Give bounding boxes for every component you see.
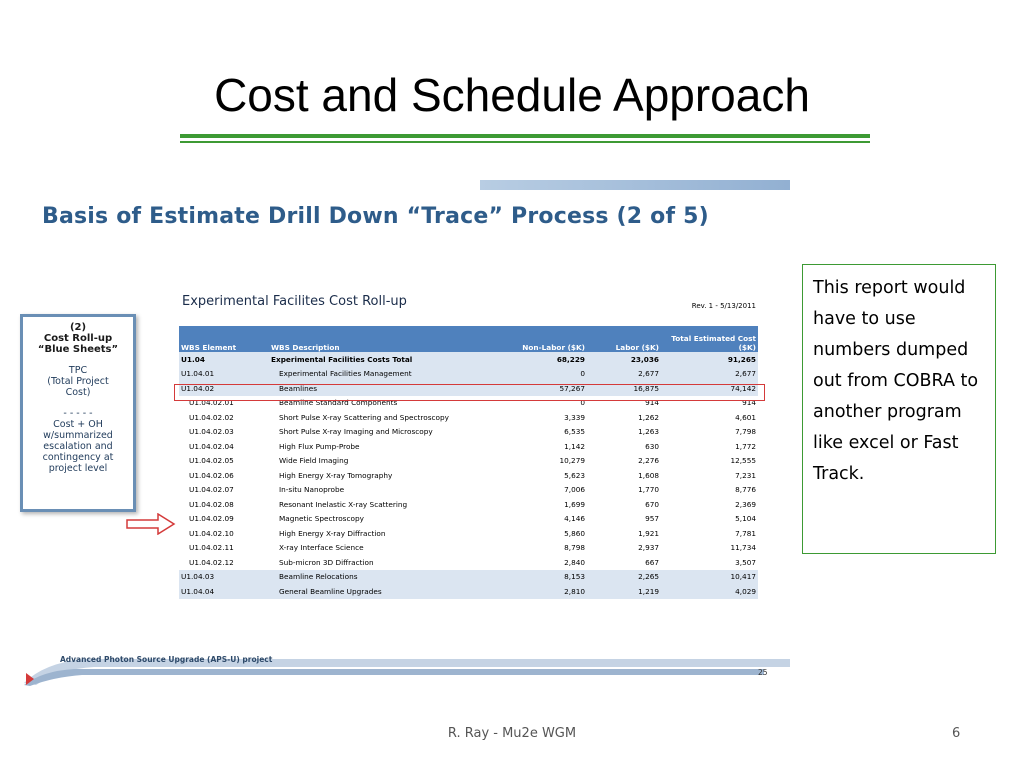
cell-description: High Energy X-ray Diffraction bbox=[269, 526, 503, 541]
cell-description: In-situ Nanoprobe bbox=[269, 483, 503, 498]
table-row bbox=[179, 555, 758, 570]
table-row bbox=[179, 483, 758, 498]
cell-total: 914 bbox=[661, 396, 758, 411]
cell-wbs: U1.04 bbox=[179, 352, 269, 367]
cell-description: Magnetic Spectroscopy bbox=[269, 512, 503, 527]
slide-footer: R. Ray - Mu2e WGM bbox=[447, 726, 577, 741]
cell-labor: 914 bbox=[587, 396, 661, 411]
header-labor: Labor ($K) bbox=[587, 326, 661, 352]
cell-labor: 2,937 bbox=[587, 541, 661, 556]
cell-nonlabor: 5,860 bbox=[503, 526, 587, 541]
cell-wbs: U1.04.02.01 bbox=[179, 396, 269, 411]
cell-wbs: U1.04.02.12 bbox=[179, 555, 269, 570]
cell-total: 74,142 bbox=[661, 381, 758, 396]
cell-description: Short Pulse X-ray Imaging and Microscopy bbox=[269, 425, 503, 440]
cell-wbs: U1.04.03 bbox=[179, 570, 269, 585]
table-row bbox=[179, 584, 758, 599]
header-total-line2: ($K) bbox=[738, 343, 756, 352]
cell-wbs: U1.04.02.06 bbox=[179, 468, 269, 483]
cell-labor: 957 bbox=[587, 512, 661, 527]
cell-description: Beamline Relocations bbox=[269, 570, 503, 585]
blue-sheet-line: w/summarized bbox=[43, 430, 113, 441]
table-row bbox=[179, 439, 758, 454]
cell-description: Wide Field Imaging bbox=[269, 454, 503, 469]
cell-total: 4,601 bbox=[661, 410, 758, 425]
callout-note: This report would have to use numbers dumped out from COBRA to another program like excel or Fast Track. bbox=[802, 264, 996, 554]
cell-labor: 2,677 bbox=[587, 367, 661, 382]
cell-description: High Flux Pump-Probe bbox=[269, 439, 503, 454]
right-arrow-icon bbox=[126, 513, 176, 535]
cell-wbs: U1.04.02.05 bbox=[179, 454, 269, 469]
table-row bbox=[179, 454, 758, 469]
cell-nonlabor: 5,623 bbox=[503, 468, 587, 483]
cell-nonlabor: 6,535 bbox=[503, 425, 587, 440]
cell-total: 5,104 bbox=[661, 512, 758, 527]
cell-wbs: U1.04.04 bbox=[179, 584, 269, 599]
cell-total: 7,781 bbox=[661, 526, 758, 541]
embedded-slide-heading: Basis of Estimate Drill Down “Trace” Process (2 of 5) bbox=[42, 204, 709, 229]
cell-nonlabor: 0 bbox=[503, 367, 587, 382]
cell-labor: 1,262 bbox=[587, 410, 661, 425]
blue-sheet-line: Cost Roll-up bbox=[43, 333, 113, 344]
cell-total: 11,734 bbox=[661, 541, 758, 556]
cell-labor: 2,276 bbox=[587, 454, 661, 469]
table-row bbox=[179, 410, 758, 425]
cell-labor: 630 bbox=[587, 439, 661, 454]
blue-sheet-line: escalation and bbox=[43, 441, 113, 452]
table-row bbox=[179, 570, 758, 585]
cell-description: General Beamline Upgrades bbox=[269, 584, 503, 599]
cell-wbs: U1.04.02.03 bbox=[179, 425, 269, 440]
cell-nonlabor: 4,146 bbox=[503, 512, 587, 527]
cell-description: Sub-micron 3D Diffraction bbox=[269, 555, 503, 570]
cell-labor: 667 bbox=[587, 555, 661, 570]
cell-description: Short Pulse X-ray Scattering and Spectroscopy bbox=[269, 410, 503, 425]
beamlines-highlight-box bbox=[174, 384, 765, 401]
cell-total: 8,776 bbox=[661, 483, 758, 498]
cell-description: Experimental Facilities Costs Total bbox=[269, 352, 503, 367]
blue-sheet-line: - - - - - bbox=[63, 408, 93, 419]
cell-nonlabor: 1,142 bbox=[503, 439, 587, 454]
cell-total: 7,231 bbox=[661, 468, 758, 483]
cell-nonlabor: 57,267 bbox=[503, 381, 587, 396]
cell-total: 10,417 bbox=[661, 570, 758, 585]
cell-total: 2,369 bbox=[661, 497, 758, 512]
table-row bbox=[179, 468, 758, 483]
table-title: Experimental Facilites Cost Roll-up bbox=[182, 294, 407, 309]
blue-sheet-line: (Total Project bbox=[47, 376, 109, 387]
cell-labor: 1,263 bbox=[587, 425, 661, 440]
cell-nonlabor: 1,699 bbox=[503, 497, 587, 512]
cell-nonlabor: 10,279 bbox=[503, 454, 587, 469]
table-row bbox=[179, 512, 758, 527]
cell-labor: 1,921 bbox=[587, 526, 661, 541]
cell-total: 7,798 bbox=[661, 425, 758, 440]
cell-labor: 1,608 bbox=[587, 468, 661, 483]
cell-total: 4,029 bbox=[661, 584, 758, 599]
cell-description: High Energy X-ray Tomography bbox=[269, 468, 503, 483]
cost-rollup-table-panel bbox=[179, 288, 758, 600]
header-description: WBS Description bbox=[269, 326, 503, 352]
blue-sheet-box bbox=[20, 314, 136, 512]
embedded-page-number: 25 bbox=[758, 668, 768, 677]
cost-rollup-table bbox=[179, 326, 758, 599]
table-row bbox=[179, 425, 758, 440]
cell-labor: 16,875 bbox=[587, 381, 661, 396]
blue-sheet-line: contingency at bbox=[42, 452, 114, 463]
cell-wbs: U1.04.02.02 bbox=[179, 410, 269, 425]
cell-labor: 23,036 bbox=[587, 352, 661, 367]
slide-number: 6 bbox=[952, 726, 961, 741]
cell-nonlabor: 8,153 bbox=[503, 570, 587, 585]
cell-total: 91,265 bbox=[661, 352, 758, 367]
cell-nonlabor: 2,810 bbox=[503, 584, 587, 599]
cell-total: 2,677 bbox=[661, 367, 758, 382]
cell-wbs: U1.04.02.07 bbox=[179, 483, 269, 498]
header-total bbox=[661, 326, 758, 352]
blue-sheet-line: Cost) bbox=[65, 387, 91, 398]
title-underline-thin bbox=[180, 141, 870, 143]
cell-labor: 2,265 bbox=[587, 570, 661, 585]
table-row bbox=[179, 367, 758, 382]
table-revision: Rev. 1 - 5/13/2011 bbox=[691, 302, 756, 310]
cell-nonlabor: 8,798 bbox=[503, 541, 587, 556]
title-underline bbox=[180, 134, 870, 138]
decorative-bar bbox=[480, 180, 790, 190]
cell-total: 3,507 bbox=[661, 555, 758, 570]
table-row bbox=[179, 541, 758, 556]
cell-nonlabor: 0 bbox=[503, 396, 587, 411]
cell-total: 1,772 bbox=[661, 439, 758, 454]
table-row bbox=[179, 352, 758, 367]
cell-nonlabor: 7,006 bbox=[503, 483, 587, 498]
header-nonlabor: Non-Labor ($K) bbox=[503, 326, 587, 352]
cell-wbs: U1.04.02.04 bbox=[179, 439, 269, 454]
cell-labor: 1,770 bbox=[587, 483, 661, 498]
blue-sheet-line: TPC bbox=[68, 365, 88, 376]
cell-wbs: U1.04.02.10 bbox=[179, 526, 269, 541]
table-row bbox=[179, 497, 758, 512]
cell-wbs: U1.04.01 bbox=[179, 367, 269, 382]
cell-description: Beamlines bbox=[269, 381, 503, 396]
cell-wbs: U1.04.02.08 bbox=[179, 497, 269, 512]
table-row bbox=[179, 526, 758, 541]
header-total-line1: Total Estimated Cost bbox=[671, 334, 756, 343]
table-header-row bbox=[179, 326, 758, 352]
blue-sheet-line: Cost + OH bbox=[53, 419, 103, 430]
cell-wbs: U1.04.02.09 bbox=[179, 512, 269, 527]
cell-description: Resonant Inelastic X-ray Scattering bbox=[269, 497, 503, 512]
slide-title: Cost and Schedule Approach bbox=[214, 69, 810, 121]
cell-labor: 670 bbox=[587, 497, 661, 512]
cell-description: Beamline Standard Components bbox=[269, 396, 503, 411]
blue-sheet-line: project level bbox=[48, 463, 108, 474]
cell-nonlabor: 2,840 bbox=[503, 555, 587, 570]
cell-wbs: U1.04.02.11 bbox=[179, 541, 269, 556]
header-wbs: WBS Element bbox=[179, 326, 269, 352]
cell-nonlabor: 3,339 bbox=[503, 410, 587, 425]
cell-description: Experimental Facilities Management bbox=[269, 367, 503, 382]
cell-description: X-ray Interface Science bbox=[269, 541, 503, 556]
cell-nonlabor: 68,229 bbox=[503, 352, 587, 367]
blue-sheet-line: (2) bbox=[69, 322, 87, 333]
cell-total: 12,555 bbox=[661, 454, 758, 469]
blue-sheet-line: “Blue Sheets” bbox=[37, 344, 119, 355]
cell-labor: 1,219 bbox=[587, 584, 661, 599]
cell-wbs: U1.04.02 bbox=[179, 381, 269, 396]
embedded-footer-text: Advanced Photon Source Upgrade (APS-U) project bbox=[60, 655, 273, 664]
